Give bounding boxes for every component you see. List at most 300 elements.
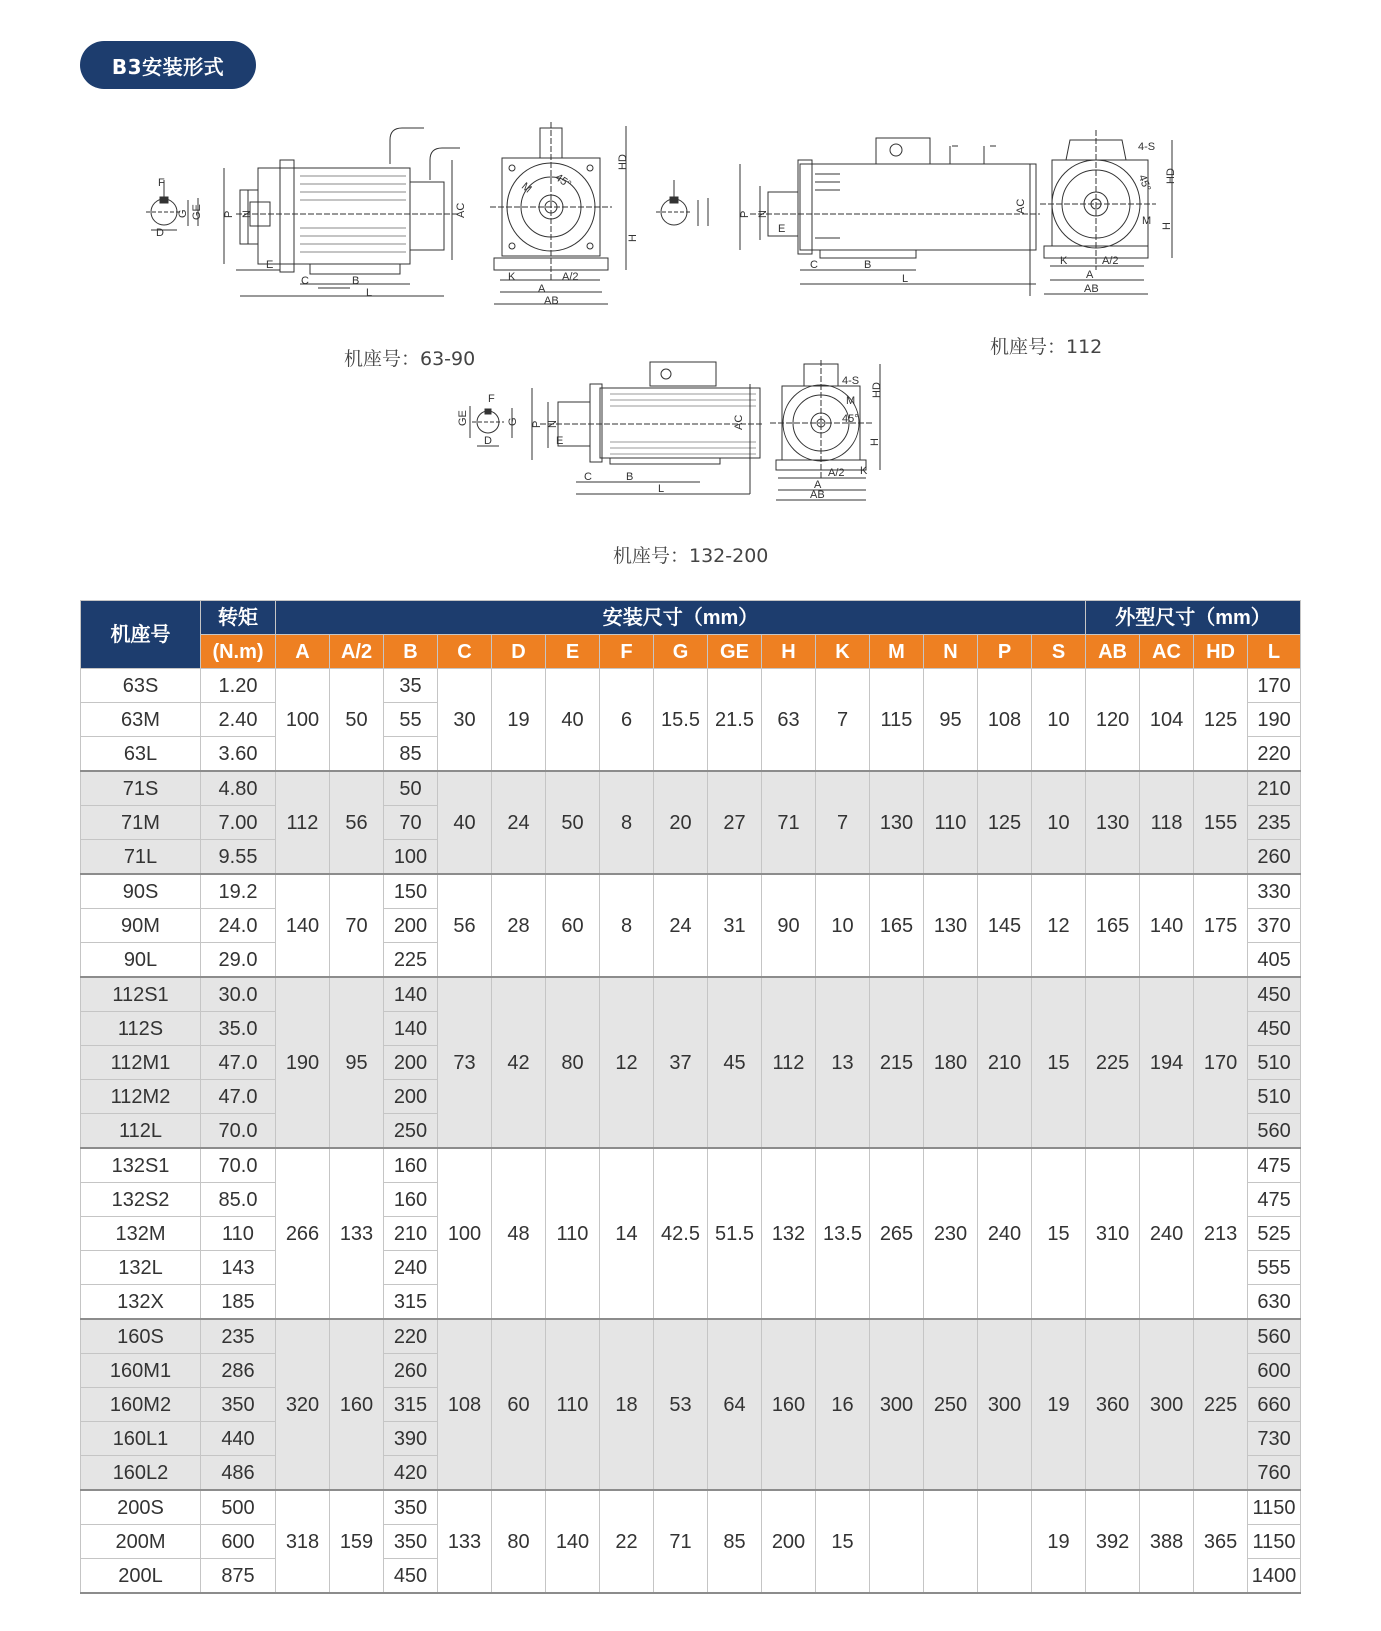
header-col-l: L [1248, 635, 1301, 669]
header-install-dims: 安装尺寸（mm） [276, 601, 1086, 635]
dim-b-label-2: B [864, 259, 872, 271]
cell-torque: 70.0 [201, 1114, 276, 1149]
cell-l: 1150 [1248, 1525, 1301, 1559]
cell-b: 35 [384, 669, 438, 703]
cell-torque: 600 [201, 1525, 276, 1559]
dim-e-label-2: E [778, 223, 786, 235]
cell-model: 71M [81, 806, 201, 840]
header-model: 机座号 [81, 601, 201, 669]
dim-c-label-2: C [810, 259, 818, 271]
cell-b: 200 [384, 1080, 438, 1114]
cell-a2: 95 [330, 977, 384, 1148]
cell-l: 170 [1248, 669, 1301, 703]
cell-hd: 213 [1194, 1148, 1248, 1319]
dim-ab-label: AB [544, 295, 559, 307]
cell-l: 190 [1248, 703, 1301, 737]
cell-torque: 440 [201, 1422, 276, 1456]
cell-model: 200M [81, 1525, 201, 1559]
table-row [81, 1319, 1301, 1354]
cell-hd: 365 [1194, 1490, 1248, 1593]
table-row [81, 977, 1301, 1012]
cell-torque: 486 [201, 1456, 276, 1491]
cell-hd: 175 [1194, 874, 1248, 977]
cell-ge: 31 [708, 874, 762, 977]
cell-torque: 29.0 [201, 943, 276, 978]
header-col-ab: AB [1086, 635, 1140, 669]
cell-p [978, 1490, 1032, 1593]
cell-f: 8 [600, 874, 654, 977]
header-col-hd: HD [1194, 635, 1248, 669]
dim-a2-label-2: A/2 [1102, 255, 1119, 267]
motor-side-view-icon-3 [532, 362, 764, 494]
cell-ab: 310 [1086, 1148, 1140, 1319]
cell-ac: 140 [1140, 874, 1194, 977]
cell-torque: 47.0 [201, 1080, 276, 1114]
cell-torque: 500 [201, 1490, 276, 1525]
cell-f: 14 [600, 1148, 654, 1319]
cell-l: 510 [1248, 1080, 1301, 1114]
cell-ac: 104 [1140, 669, 1194, 772]
cell-p: 210 [978, 977, 1032, 1148]
cell-ge: 27 [708, 771, 762, 874]
cell-torque: 286 [201, 1354, 276, 1388]
cell-n: 230 [924, 1148, 978, 1319]
cell-ab: 165 [1086, 874, 1140, 977]
cell-p: 240 [978, 1148, 1032, 1319]
dim-a-label-2: A [1086, 269, 1094, 281]
dim-m-label-2: M [1142, 215, 1152, 227]
cell-a2: 160 [330, 1319, 384, 1490]
cell-s: 10 [1032, 771, 1086, 874]
motor-side-view-icon [224, 128, 460, 296]
cell-n [924, 1490, 978, 1593]
cell-h: 132 [762, 1148, 816, 1319]
cell-model: 200L [81, 1559, 201, 1594]
cell-a2: 70 [330, 874, 384, 977]
cell-torque: 7.00 [201, 806, 276, 840]
dim-ac-label-3: AC [733, 414, 745, 430]
cell-n: 95 [924, 669, 978, 772]
cell-ac: 240 [1140, 1148, 1194, 1319]
cell-model: 90S [81, 874, 201, 909]
drawing-frame-112-end [1040, 120, 1190, 300]
cell-c: 56 [438, 874, 492, 977]
cell-n: 110 [924, 771, 978, 874]
cell-l: 560 [1248, 1114, 1301, 1149]
motor-end-view-icon-3 [770, 360, 880, 500]
cell-h: 63 [762, 669, 816, 772]
cell-ac: 194 [1140, 977, 1194, 1148]
cell-l: 405 [1248, 943, 1301, 978]
cell-ac: 388 [1140, 1490, 1194, 1593]
cell-ac: 118 [1140, 771, 1194, 874]
cell-b: 260 [384, 1354, 438, 1388]
dim-p-label-3: P [531, 420, 543, 428]
dim-l-label-3: L [658, 483, 665, 495]
header-col-d: D [492, 635, 546, 669]
dim-n-label-2: N [757, 210, 769, 218]
cell-b: 315 [384, 1388, 438, 1422]
cell-torque: 4.80 [201, 771, 276, 806]
cell-ge: 45 [708, 977, 762, 1148]
dim-g-label-3: G [507, 417, 519, 426]
header-col-k: K [816, 635, 870, 669]
dim-a2-label-3: A/2 [828, 467, 845, 479]
cell-torque: 143 [201, 1251, 276, 1285]
cell-a2: 133 [330, 1148, 384, 1319]
dim-ge-label: GE [191, 204, 203, 220]
dim-a-label-3: A [814, 479, 822, 491]
cell-h: 160 [762, 1319, 816, 1490]
cell-l: 370 [1248, 909, 1301, 943]
cell-model: 63S [81, 669, 201, 703]
cell-d: 80 [492, 1490, 546, 1593]
cell-k: 15 [816, 1490, 870, 1593]
cell-torque: 30.0 [201, 977, 276, 1012]
dim-f-label: F [158, 177, 165, 189]
cell-k: 7 [816, 771, 870, 874]
cell-m: 215 [870, 977, 924, 1148]
cell-c: 133 [438, 1490, 492, 1593]
dim-k-label: K [508, 271, 516, 283]
cell-s: 15 [1032, 1148, 1086, 1319]
header-col-p: P [978, 635, 1032, 669]
cell-e: 60 [546, 874, 600, 977]
drawing-frame-132-200 [450, 360, 770, 520]
cell-m: 115 [870, 669, 924, 772]
cell-b: 70 [384, 806, 438, 840]
cell-torque: 110 [201, 1217, 276, 1251]
header-col-b: B [384, 635, 438, 669]
cell-d: 24 [492, 771, 546, 874]
cell-model: 71L [81, 840, 201, 875]
dim-ab-label-3: AB [810, 489, 825, 501]
cell-n: 250 [924, 1319, 978, 1490]
cell-g: 24 [654, 874, 708, 977]
cell-ge: 64 [708, 1319, 762, 1490]
cell-b: 200 [384, 1046, 438, 1080]
cell-a2: 159 [330, 1490, 384, 1593]
dim-ac-label: AC [455, 202, 467, 218]
header-col-m: M [870, 635, 924, 669]
cell-model: 160S [81, 1319, 201, 1354]
header-col-f: F [600, 635, 654, 669]
cell-model: 132M [81, 1217, 201, 1251]
cell-k: 7 [816, 669, 870, 772]
table-row [81, 771, 1301, 806]
cell-l: 330 [1248, 874, 1301, 909]
cell-a: 320 [276, 1319, 330, 1490]
cell-m: 165 [870, 874, 924, 977]
header-col-g: G [654, 635, 708, 669]
cell-l: 600 [1248, 1354, 1301, 1388]
header-col-n: N [924, 635, 978, 669]
header-col-c: C [438, 635, 492, 669]
caption-frame-112: 机座号：112 [990, 336, 1103, 358]
cell-b: 150 [384, 874, 438, 909]
cell-k: 13.5 [816, 1148, 870, 1319]
section-title: B3安装形式 [80, 41, 256, 89]
cell-s: 10 [1032, 669, 1086, 772]
cell-torque: 24.0 [201, 909, 276, 943]
header-col-a2: A/2 [330, 635, 384, 669]
cell-b: 450 [384, 1559, 438, 1594]
dim-e-label: E [266, 259, 274, 271]
cell-b: 100 [384, 840, 438, 875]
cell-s: 15 [1032, 977, 1086, 1148]
cell-b: 85 [384, 737, 438, 772]
cell-a: 112 [276, 771, 330, 874]
cell-g: 37 [654, 977, 708, 1148]
table-row [81, 1490, 1301, 1525]
dim-n-label: N [241, 210, 253, 218]
cell-a: 266 [276, 1148, 330, 1319]
dim-hd-label: HD [617, 154, 629, 170]
cell-hd: 155 [1194, 771, 1248, 874]
cell-ge: 21.5 [708, 669, 762, 772]
cell-c: 40 [438, 771, 492, 874]
cell-f: 12 [600, 977, 654, 1148]
cell-a: 318 [276, 1490, 330, 1593]
cell-torque: 1.20 [201, 669, 276, 703]
angle-45-label-2: 45° [1135, 173, 1153, 193]
dim-b-label-3: B [626, 471, 634, 483]
cell-hd: 170 [1194, 977, 1248, 1148]
cell-a: 140 [276, 874, 330, 977]
dim-m-label: M [519, 180, 534, 196]
cell-l: 235 [1248, 806, 1301, 840]
cell-b: 315 [384, 1285, 438, 1320]
cell-g: 42.5 [654, 1148, 708, 1319]
cell-b: 140 [384, 1012, 438, 1046]
cell-c: 73 [438, 977, 492, 1148]
cell-ab: 360 [1086, 1319, 1140, 1490]
cell-l: 630 [1248, 1285, 1301, 1320]
dim-m-label-3: M [846, 395, 856, 407]
cell-s: 12 [1032, 874, 1086, 977]
dim-a2-label: A/2 [562, 271, 579, 283]
cell-a2: 50 [330, 669, 384, 772]
cell-l: 525 [1248, 1217, 1301, 1251]
cell-e: 50 [546, 771, 600, 874]
header-torque-unit: (N.m) [201, 635, 276, 669]
dim-ab-label-2: AB [1084, 283, 1099, 295]
dim-e-label-3: E [556, 435, 564, 447]
cell-b: 225 [384, 943, 438, 978]
cell-l: 260 [1248, 840, 1301, 875]
table-row [81, 1148, 1301, 1183]
cell-ab: 130 [1086, 771, 1140, 874]
cell-l: 210 [1248, 771, 1301, 806]
cell-d: 19 [492, 669, 546, 772]
cell-l: 560 [1248, 1319, 1301, 1354]
cell-l: 450 [1248, 977, 1301, 1012]
cell-model: 132L [81, 1251, 201, 1285]
cell-l: 475 [1248, 1183, 1301, 1217]
header-col-a: A [276, 635, 330, 669]
cell-d: 48 [492, 1148, 546, 1319]
header-col-s: S [1032, 635, 1086, 669]
cell-b: 160 [384, 1148, 438, 1183]
cell-b: 420 [384, 1456, 438, 1491]
dim-h-label-2: H [1161, 222, 1173, 230]
cell-f: 18 [600, 1319, 654, 1490]
cell-m: 265 [870, 1148, 924, 1319]
dim-g-label: G [177, 209, 189, 218]
cell-g: 53 [654, 1319, 708, 1490]
cell-l: 660 [1248, 1388, 1301, 1422]
cell-l: 555 [1248, 1251, 1301, 1285]
cell-e: 110 [546, 1319, 600, 1490]
cell-m: 130 [870, 771, 924, 874]
cell-model: 112L [81, 1114, 201, 1149]
cell-d: 42 [492, 977, 546, 1148]
cell-h: 71 [762, 771, 816, 874]
header-col-ac: AC [1140, 635, 1194, 669]
cell-b: 350 [384, 1490, 438, 1525]
dim-a-label: A [538, 283, 546, 295]
cell-model: 160M2 [81, 1388, 201, 1422]
cell-b: 250 [384, 1114, 438, 1149]
cell-torque: 185 [201, 1285, 276, 1320]
angle-45-label-3: 45° [842, 413, 859, 425]
cell-k: 16 [816, 1319, 870, 1490]
cell-model: 160L2 [81, 1456, 201, 1491]
cell-ab: 225 [1086, 977, 1140, 1148]
motor-end-view-icon-2 [1040, 130, 1172, 294]
cell-c: 108 [438, 1319, 492, 1490]
dim-l-label-2: L [902, 273, 909, 285]
cell-n: 180 [924, 977, 978, 1148]
cell-h: 112 [762, 977, 816, 1148]
cell-n: 130 [924, 874, 978, 977]
cell-torque: 19.2 [201, 874, 276, 909]
cell-ab: 120 [1086, 669, 1140, 772]
cell-b: 160 [384, 1183, 438, 1217]
cell-p: 300 [978, 1319, 1032, 1490]
cell-hd: 225 [1194, 1319, 1248, 1490]
cell-torque: 875 [201, 1559, 276, 1594]
table-row [81, 669, 1301, 703]
cell-b: 350 [384, 1525, 438, 1559]
cell-m: 300 [870, 1319, 924, 1490]
cell-a: 190 [276, 977, 330, 1148]
cell-c: 30 [438, 669, 492, 772]
drawing-frame-63-90-end [490, 120, 650, 320]
dim-c-label: C [301, 275, 309, 287]
dim-h-label: H [627, 234, 639, 242]
cell-model: 71S [81, 771, 201, 806]
cell-e: 80 [546, 977, 600, 1148]
cell-s: 19 [1032, 1490, 1086, 1593]
cell-torque: 47.0 [201, 1046, 276, 1080]
shaft-section-icon-2 [656, 180, 708, 226]
cell-f: 22 [600, 1490, 654, 1593]
cell-a: 100 [276, 669, 330, 772]
dim-l-label: L [366, 287, 373, 299]
cell-torque: 70.0 [201, 1148, 276, 1183]
spec-table [80, 600, 1301, 1594]
dim-d-label-3: D [484, 435, 492, 447]
cell-h: 90 [762, 874, 816, 977]
dim-k-label-2: K [1060, 255, 1068, 267]
cell-b: 140 [384, 977, 438, 1012]
cell-model: 112M1 [81, 1046, 201, 1080]
cell-model: 112S1 [81, 977, 201, 1012]
cell-p: 125 [978, 771, 1032, 874]
dim-h-label-3: H [869, 438, 881, 446]
dim-f-label-3: F [488, 393, 495, 405]
cell-g: 15.5 [654, 669, 708, 772]
cell-model: 132X [81, 1285, 201, 1320]
cell-m [870, 1490, 924, 1593]
dim-k-label-3: K [860, 465, 868, 477]
cell-torque: 35.0 [201, 1012, 276, 1046]
cell-e: 140 [546, 1490, 600, 1593]
header-torque: 转矩 [201, 601, 276, 635]
cell-model: 90M [81, 909, 201, 943]
cell-f: 8 [600, 771, 654, 874]
cell-b: 240 [384, 1251, 438, 1285]
cell-l: 1150 [1248, 1490, 1301, 1525]
cell-s: 19 [1032, 1319, 1086, 1490]
cell-model: 63M [81, 703, 201, 737]
cell-g: 71 [654, 1490, 708, 1593]
header-col-e: E [546, 635, 600, 669]
dim-4s-label-3: 4-S [842, 375, 860, 387]
cell-ac: 300 [1140, 1319, 1194, 1490]
cell-ge: 85 [708, 1490, 762, 1593]
cell-l: 1400 [1248, 1559, 1301, 1594]
cell-torque: 9.55 [201, 840, 276, 875]
dim-c-label-3: C [584, 471, 592, 483]
cell-c: 100 [438, 1148, 492, 1319]
dim-hd-label-2: HD [1165, 168, 1177, 184]
cell-hd: 125 [1194, 669, 1248, 772]
caption-frame-132-200: 机座号：132-200 [613, 545, 769, 567]
cell-model: 112S [81, 1012, 201, 1046]
caption-frame-63-90: 机座号：63-90 [344, 348, 476, 370]
cell-b: 55 [384, 703, 438, 737]
cell-b: 200 [384, 909, 438, 943]
cell-l: 220 [1248, 737, 1301, 772]
dim-b-label: B [352, 275, 360, 287]
cell-torque: 235 [201, 1319, 276, 1354]
cell-b: 210 [384, 1217, 438, 1251]
table-row [81, 874, 1301, 909]
cell-model: 200S [81, 1490, 201, 1525]
cell-model: 132S1 [81, 1148, 201, 1183]
cell-torque: 3.60 [201, 737, 276, 772]
header-outline-dims: 外型尺寸（mm） [1086, 601, 1301, 635]
cell-f: 6 [600, 669, 654, 772]
cell-l: 450 [1248, 1012, 1301, 1046]
cell-l: 510 [1248, 1046, 1301, 1080]
dim-p-label-2: P [739, 210, 751, 218]
dim-ge-label-3: GE [457, 410, 469, 426]
header-col-ge: GE [708, 635, 762, 669]
cell-d: 60 [492, 1319, 546, 1490]
cell-model: 160M1 [81, 1354, 201, 1388]
cell-a2: 56 [330, 771, 384, 874]
cell-model: 112M2 [81, 1080, 201, 1114]
cell-p: 145 [978, 874, 1032, 977]
cell-g: 20 [654, 771, 708, 874]
cell-torque: 2.40 [201, 703, 276, 737]
drawing-frame-112 [650, 120, 1040, 300]
cell-k: 10 [816, 874, 870, 977]
cell-model: 160L1 [81, 1422, 201, 1456]
